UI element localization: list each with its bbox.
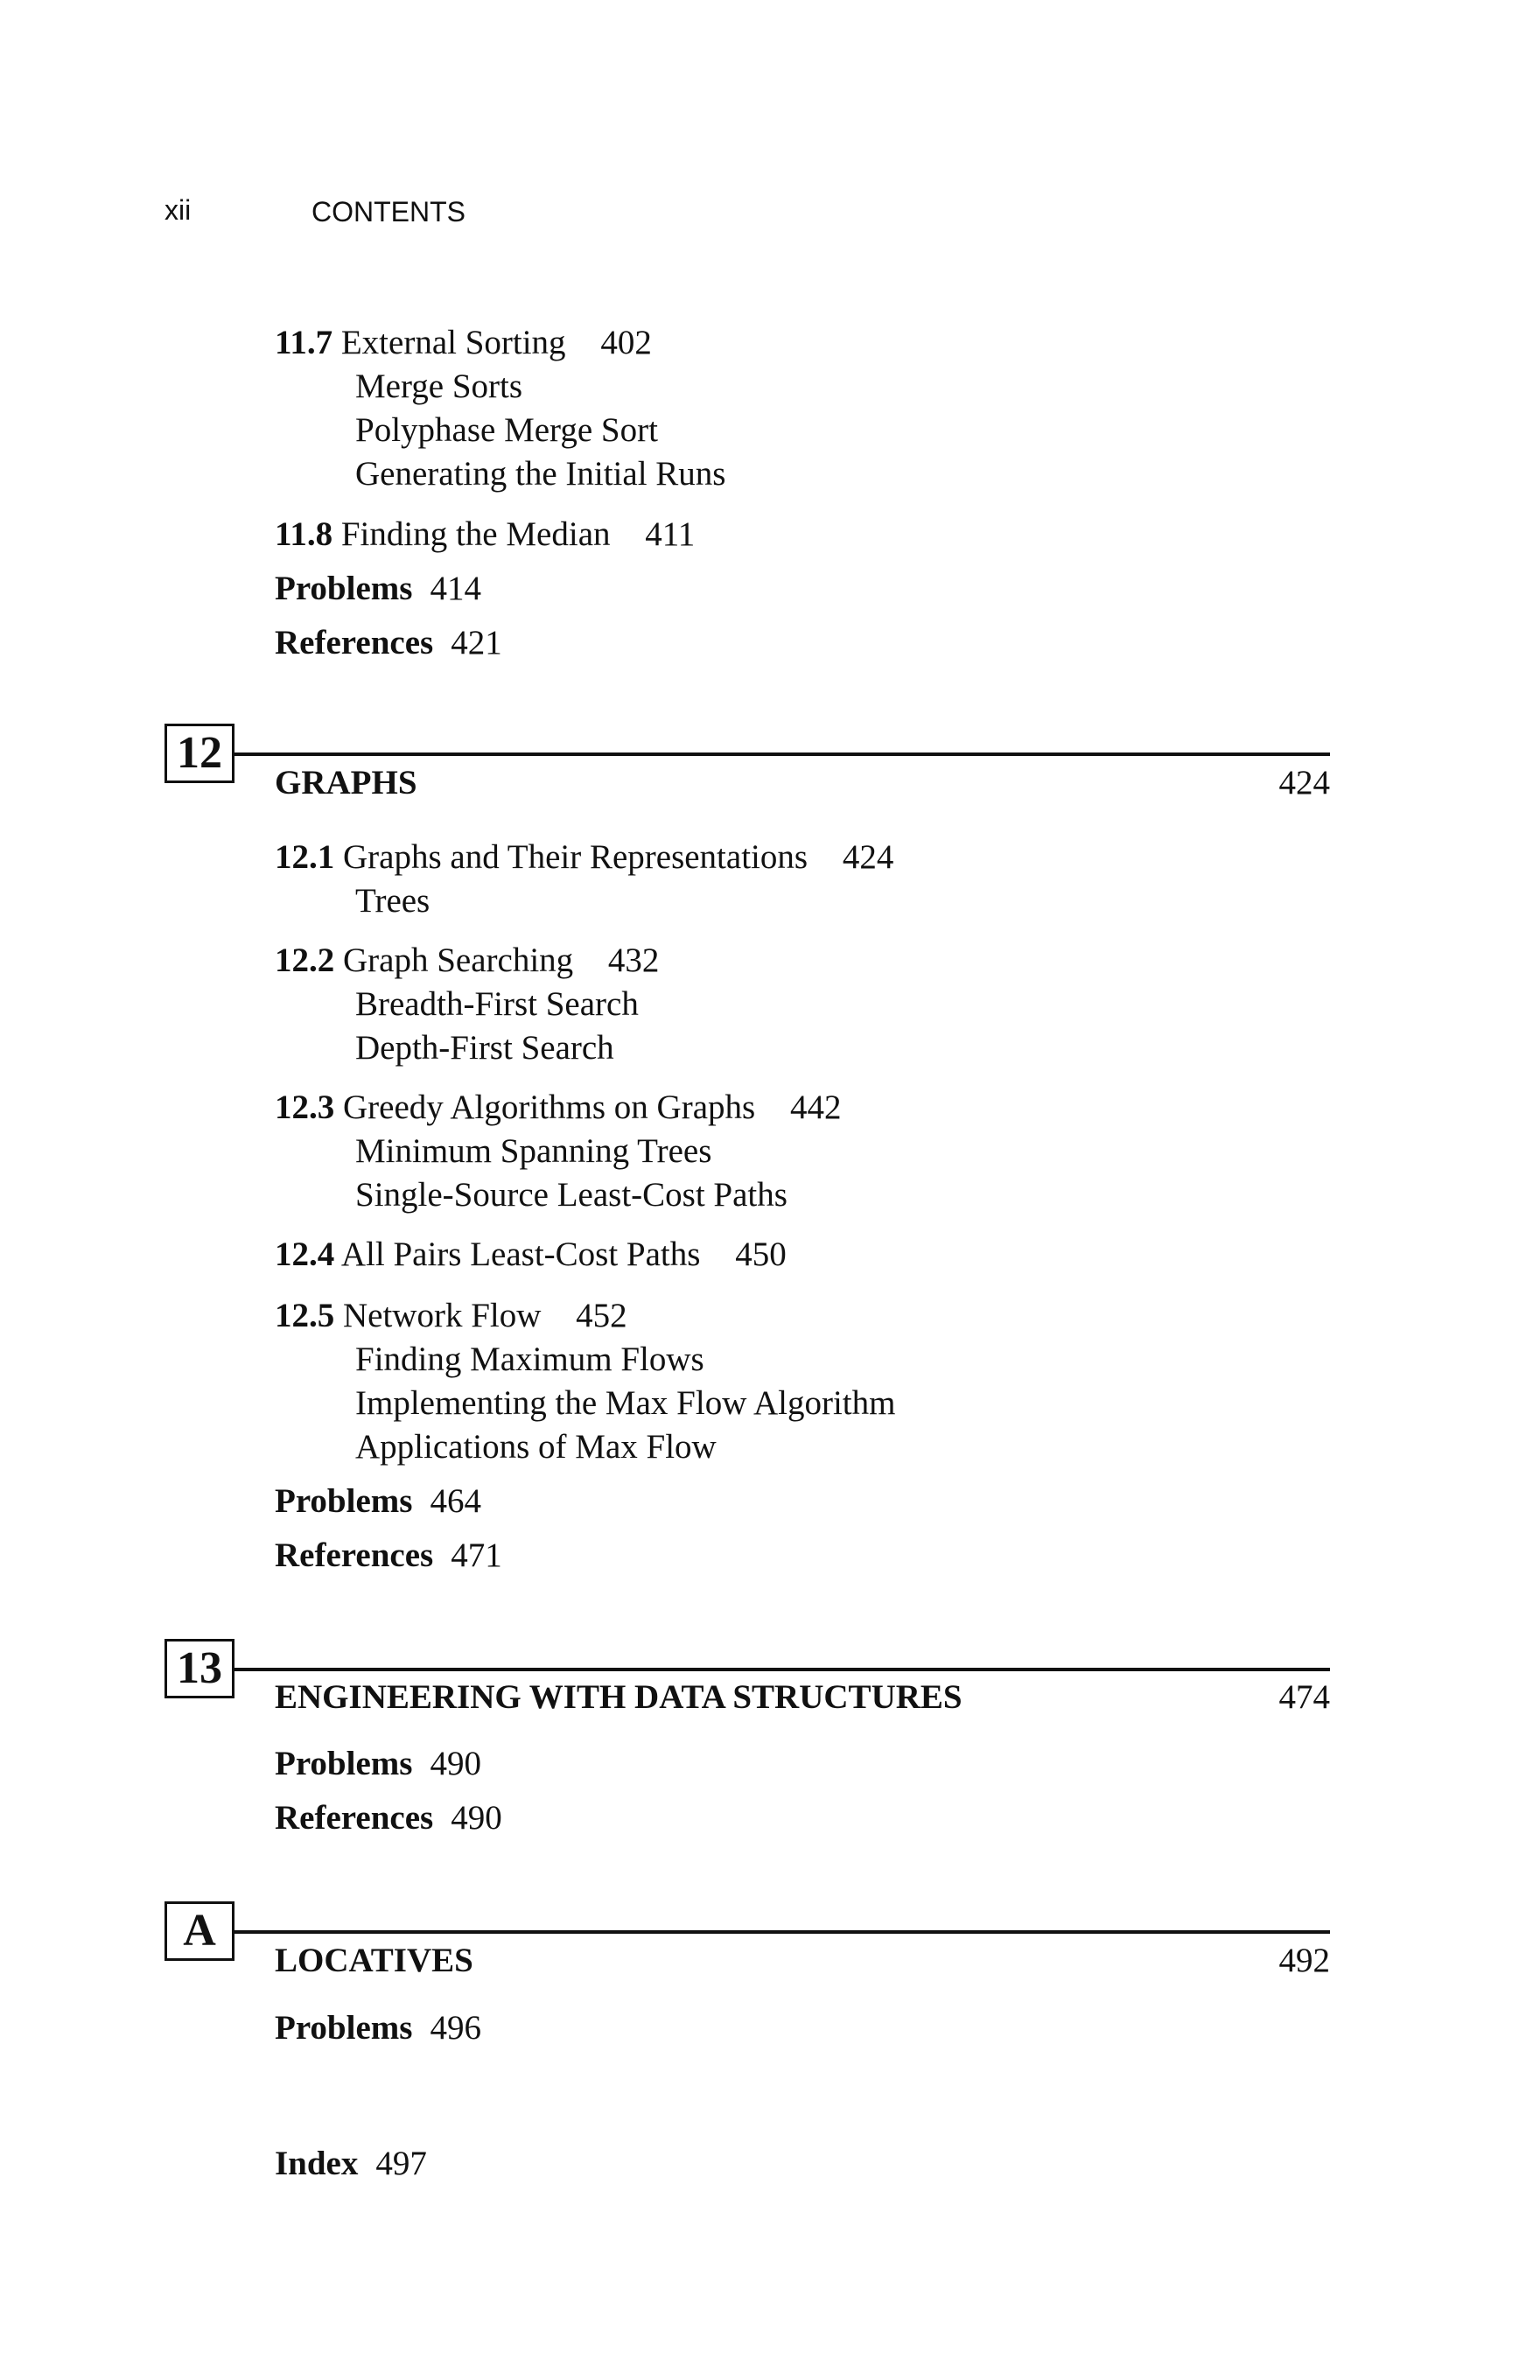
chapter-12-heading[interactable]: [275, 761, 1330, 805]
toc-entry-12-2[interactable]: [275, 939, 659, 983]
references-page: 490: [451, 1799, 502, 1837]
section-page: 442: [789, 1088, 842, 1126]
chapter-13-heading[interactable]: [275, 1676, 1330, 1719]
chapter-page: 474: [1278, 1678, 1330, 1716]
problems-label: Problems: [275, 1482, 413, 1520]
toc-entry-ch11-references[interactable]: [275, 621, 502, 665]
section-page: 432: [607, 942, 660, 979]
toc-entry-ch12-problems[interactable]: [275, 1480, 481, 1523]
subsection-merge-sorts[interactable]: Merge Sorts: [355, 368, 523, 405]
problems-label: Problems: [275, 1745, 413, 1782]
section-number: 12.5: [275, 1297, 335, 1334]
section-page: 424: [842, 838, 894, 876]
toc-entry-12-3[interactable]: [275, 1086, 841, 1130]
problems-label: Problems: [275, 2009, 413, 2047]
chapter-title: ENGINEERING WITH DATA STRUCTURES: [275, 1678, 962, 1716]
page-number: xii: [164, 194, 192, 226]
problems-page: 414: [430, 570, 481, 607]
section-page: 452: [576, 1297, 627, 1334]
toc-entry-11-8[interactable]: [275, 513, 695, 556]
appendix-a-rule: [234, 1930, 1330, 1934]
toc-entry-12-5[interactable]: [275, 1294, 627, 1338]
section-page: 402: [600, 324, 652, 361]
references-label: References: [275, 624, 434, 662]
toc-entry-ch12-references[interactable]: [275, 1534, 502, 1578]
section-title: External Sorting: [340, 324, 566, 361]
toc-entry-appendix-problems[interactable]: [275, 2006, 481, 2050]
section-title: Greedy Algorithms on Graphs: [343, 1088, 756, 1126]
subsection-initial-runs[interactable]: Generating the Initial Runs: [355, 455, 726, 493]
toc-entry-ch11-problems[interactable]: [275, 567, 481, 611]
subsection-minimum-spanning-trees[interactable]: Minimum Spanning Trees: [355, 1132, 712, 1170]
subsection-list: [355, 1338, 895, 1469]
problems-page: 464: [430, 1482, 481, 1520]
section-number: 12.2: [275, 942, 335, 979]
chapter-title: GRAPHS: [275, 764, 417, 802]
references-label: References: [275, 1536, 434, 1574]
index-label: Index: [275, 2145, 359, 2182]
section-title: Graphs and Their Representations: [343, 838, 808, 876]
toc-entry-ch13-references[interactable]: [275, 1796, 502, 1840]
section-title: Network Flow: [343, 1297, 542, 1334]
toc-entry-11-7[interactable]: [275, 321, 652, 365]
chapter-13-number-box: 13: [164, 1639, 234, 1698]
references-page: 471: [451, 1536, 502, 1574]
subsection-list: [355, 879, 430, 923]
section-number: 11.7: [275, 324, 333, 361]
appendix-a-letter-box: A: [164, 1901, 234, 1961]
subsection-depth-first-search[interactable]: Depth-First Search: [355, 1029, 614, 1067]
section-page: 411: [645, 515, 696, 553]
index-page: 497: [375, 2145, 427, 2182]
problems-label: Problems: [275, 570, 413, 607]
references-label: References: [275, 1799, 434, 1837]
references-page: 421: [451, 624, 502, 662]
section-number: 12.1: [275, 838, 335, 876]
toc-entry-12-4[interactable]: [275, 1233, 787, 1277]
section-title: Finding the Median: [340, 515, 611, 553]
running-title: CONTENTS: [312, 196, 466, 228]
section-number: 11.8: [275, 515, 333, 553]
chapter-12-number-box: 12: [164, 724, 234, 783]
problems-page: 490: [430, 1745, 481, 1782]
subsection-list: [355, 983, 639, 1070]
subsection-finding-max-flows[interactable]: Finding Maximum Flows: [355, 1340, 704, 1378]
section-page: 450: [735, 1236, 787, 1273]
subsection-single-source-paths[interactable]: Single-Source Least-Cost Paths: [355, 1176, 788, 1214]
appendix-a-heading[interactable]: [275, 1939, 1330, 1983]
chapter-12-rule: [234, 752, 1330, 756]
chapter-13-rule: [234, 1668, 1330, 1671]
chapter-title: LOCATIVES: [275, 1942, 473, 1979]
section-title: Graph Searching: [343, 942, 574, 979]
subsection-list: [355, 365, 725, 496]
subsection-polyphase-merge-sort[interactable]: Polyphase Merge Sort: [355, 411, 658, 449]
subsection-implementing-max-flow[interactable]: Implementing the Max Flow Algorithm: [355, 1384, 896, 1422]
section-number: 12.4: [275, 1236, 335, 1273]
section-title: All Pairs Least-Cost Paths: [340, 1236, 701, 1273]
section-number: 12.3: [275, 1088, 335, 1126]
subsection-breadth-first-search[interactable]: Breadth-First Search: [355, 985, 639, 1023]
chapter-page: 492: [1278, 1942, 1330, 1979]
chapter-page: 424: [1278, 764, 1330, 802]
toc-entry-12-1[interactable]: [275, 836, 893, 879]
subsection-list: [355, 1130, 788, 1217]
problems-page: 496: [430, 2009, 481, 2047]
subsection-applications-max-flow[interactable]: Applications of Max Flow: [355, 1428, 717, 1466]
toc-entry-index[interactable]: [275, 2142, 427, 2186]
subsection-trees[interactable]: Trees: [355, 882, 430, 920]
toc-entry-ch13-problems[interactable]: [275, 1742, 481, 1786]
